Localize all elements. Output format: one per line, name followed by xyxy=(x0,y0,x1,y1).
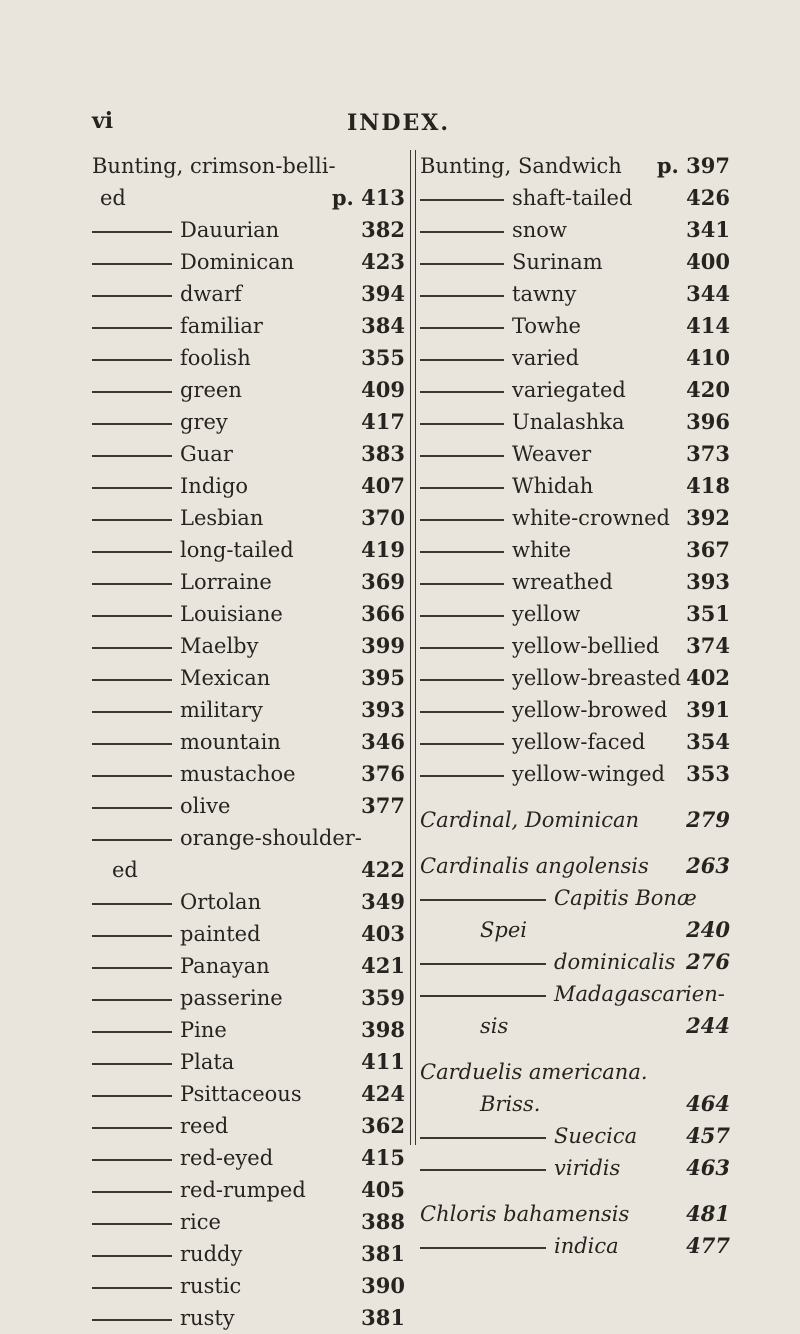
index-term: Plata xyxy=(180,1050,235,1074)
index-entry xyxy=(420,662,730,694)
index-entry xyxy=(92,438,405,470)
index-term: sis xyxy=(480,1014,509,1038)
index-entry xyxy=(92,982,405,1014)
index-term: long-tailed xyxy=(180,538,294,562)
page-reference: 420 xyxy=(686,377,730,402)
index-term: Lesbian xyxy=(180,506,264,530)
index-entry xyxy=(92,374,405,406)
page-reference: 463 xyxy=(686,1155,730,1180)
index-term: Indigo xyxy=(180,474,249,498)
index-entry xyxy=(420,246,730,278)
index-term: wreathed xyxy=(512,570,613,594)
index-column-right xyxy=(420,150,730,1262)
page-reference: 362 xyxy=(361,1113,405,1138)
index-entry xyxy=(92,950,405,982)
index-term: mustachoe xyxy=(180,762,296,786)
page-reference: 384 xyxy=(361,313,405,338)
index-entry xyxy=(92,1270,405,1302)
index-term: Carduelis americana. xyxy=(420,1060,648,1084)
page-reference: 394 xyxy=(361,281,405,306)
index-term: Mexican xyxy=(180,666,271,690)
index-entry xyxy=(420,374,730,406)
index-term: Spei xyxy=(480,918,527,942)
index-entry xyxy=(420,310,730,342)
index-entry xyxy=(92,246,405,278)
index-entry xyxy=(92,1142,405,1174)
index-entry xyxy=(92,694,405,726)
ditto-dash xyxy=(92,839,172,841)
index-entry xyxy=(420,342,730,374)
page-reference: 421 xyxy=(361,953,405,978)
index-entry xyxy=(420,502,730,534)
section-gap xyxy=(420,1042,730,1056)
ditto-dash xyxy=(420,647,504,649)
page-reference: 374 xyxy=(686,633,730,658)
index-term: yellow-winged xyxy=(512,762,665,786)
index-term: familiar xyxy=(180,314,263,338)
index-entry xyxy=(92,598,405,630)
index-term: Weaver xyxy=(512,442,592,466)
page-reference: 373 xyxy=(686,441,730,466)
ditto-dash xyxy=(92,391,172,393)
index-entry xyxy=(420,214,730,246)
page-reference: 396 xyxy=(686,409,730,434)
index-entry xyxy=(92,726,405,758)
index-column-left xyxy=(92,150,405,1334)
index-term: Dauurian xyxy=(180,218,280,242)
index-term: Maelby xyxy=(180,634,259,658)
page-reference: 418 xyxy=(686,473,730,498)
ditto-dash xyxy=(92,455,172,457)
page-reference: 419 xyxy=(361,537,405,562)
page-reference: 369 xyxy=(361,569,405,594)
index-term: Briss. xyxy=(480,1092,541,1116)
index-term: red-rumped xyxy=(180,1178,306,1202)
index-term: military xyxy=(180,698,263,722)
index-term: dwarf xyxy=(180,282,242,306)
ditto-dash xyxy=(420,391,504,393)
ditto-dash xyxy=(92,807,172,809)
index-entry xyxy=(420,850,730,882)
index-term: varied xyxy=(512,346,580,370)
index-entry xyxy=(92,1302,405,1334)
column-rule xyxy=(410,150,416,1145)
index-term: ruddy xyxy=(180,1242,243,1266)
page-reference: 279 xyxy=(686,807,730,832)
ditto-dash xyxy=(420,899,546,901)
page-reference: 415 xyxy=(361,1145,405,1170)
index-entry xyxy=(420,630,730,662)
page-reference: 392 xyxy=(686,505,730,530)
index-entry xyxy=(92,182,405,214)
index-term: foolish xyxy=(180,346,251,370)
index-entry xyxy=(92,150,405,182)
page-reference: 376 xyxy=(361,761,405,786)
index-entry xyxy=(420,694,730,726)
index-term: white-crowned xyxy=(512,506,670,530)
section-gap xyxy=(420,790,730,804)
page-reference: 400 xyxy=(686,249,730,274)
index-entry xyxy=(92,758,405,790)
page-reference: 395 xyxy=(361,665,405,690)
page-reference: 346 xyxy=(361,729,405,754)
index-term: mountain xyxy=(180,730,281,754)
index-entry xyxy=(92,470,405,502)
ditto-dash xyxy=(420,743,504,745)
index-entry xyxy=(420,1230,730,1262)
page-reference: 417 xyxy=(361,409,405,434)
index-term: Bunting, crimson-belli- xyxy=(92,154,336,178)
page-reference: 402 xyxy=(686,665,730,690)
page-reference: 407 xyxy=(361,473,405,498)
ditto-dash xyxy=(92,359,172,361)
index-term: Towhe xyxy=(512,314,581,338)
page-reference: 393 xyxy=(361,697,405,722)
ditto-dash xyxy=(92,263,172,265)
page-reference: 399 xyxy=(361,633,405,658)
index-term: Guar xyxy=(180,442,233,466)
index-entry xyxy=(92,1238,405,1270)
page-reference: 457 xyxy=(686,1123,730,1148)
index-entry xyxy=(92,278,405,310)
page-header xyxy=(92,108,752,148)
ditto-dash xyxy=(420,455,504,457)
ditto-dash xyxy=(92,1255,172,1257)
page-reference: 381 xyxy=(361,1305,405,1330)
page-reference: 344 xyxy=(686,281,730,306)
ditto-dash xyxy=(92,295,172,297)
page-reference: 398 xyxy=(361,1017,405,1042)
index-entry xyxy=(420,914,730,946)
section-gap xyxy=(420,1184,730,1198)
index-term: tawny xyxy=(512,282,577,306)
index-term: shaft-tailed xyxy=(512,186,633,210)
page-reference: 377 xyxy=(361,793,405,818)
index-entry xyxy=(420,438,730,470)
page-reference: 410 xyxy=(686,345,730,370)
ditto-dash xyxy=(420,327,504,329)
index-entry xyxy=(420,566,730,598)
ditto-dash xyxy=(420,775,504,777)
index-entry xyxy=(92,854,405,886)
index-term: Ortolan xyxy=(180,890,262,914)
index-term: Panayan xyxy=(180,954,270,978)
ditto-dash xyxy=(92,775,172,777)
index-entry xyxy=(420,278,730,310)
page-reference: 367 xyxy=(686,537,730,562)
index-entry xyxy=(92,1046,405,1078)
ditto-dash xyxy=(92,519,172,521)
index-entry xyxy=(92,822,405,854)
ditto-dash xyxy=(92,1063,172,1065)
index-entry xyxy=(92,918,405,950)
index-entry xyxy=(92,630,405,662)
index-term: Psittaceous xyxy=(180,1082,302,1106)
page-reference: 391 xyxy=(686,697,730,722)
page-reference: 422 xyxy=(361,857,405,882)
ditto-dash xyxy=(92,231,172,233)
ditto-dash xyxy=(92,1287,172,1289)
ditto-dash xyxy=(92,1095,172,1097)
ditto-dash xyxy=(420,231,504,233)
page-reference: 426 xyxy=(686,185,730,210)
page-number: vi xyxy=(92,108,114,134)
index-term: Dominican xyxy=(180,250,295,274)
page-reference: 351 xyxy=(686,601,730,626)
index-entry xyxy=(92,1110,405,1142)
index-term: snow xyxy=(512,218,567,242)
index-term: Madagascarien- xyxy=(554,982,725,1006)
page-reference: 276 xyxy=(686,949,730,974)
index-entry xyxy=(420,1010,730,1042)
ditto-dash xyxy=(92,487,172,489)
index-entry xyxy=(420,182,730,214)
index-entry xyxy=(420,598,730,630)
index-term: passerine xyxy=(180,986,283,1010)
ditto-dash xyxy=(92,615,172,617)
ditto-dash xyxy=(420,1137,546,1139)
index-entry xyxy=(92,790,405,822)
page-reference: 354 xyxy=(686,729,730,754)
ditto-dash xyxy=(420,199,504,201)
ditto-dash xyxy=(92,1191,172,1193)
page-reference: 403 xyxy=(361,921,405,946)
running-head: INDEX. xyxy=(347,110,450,136)
index-term: Suecica xyxy=(554,1124,638,1148)
index-term: grey xyxy=(180,410,228,434)
index-term: Cardinal, Dominican xyxy=(420,808,640,832)
page-reference: 355 xyxy=(361,345,405,370)
index-entry xyxy=(92,342,405,374)
ditto-dash xyxy=(92,935,172,937)
index-entry xyxy=(420,726,730,758)
index-entry xyxy=(92,1014,405,1046)
ditto-dash xyxy=(420,679,504,681)
page-reference: 383 xyxy=(361,441,405,466)
index-term: olive xyxy=(180,794,231,818)
page-reference: 382 xyxy=(361,217,405,242)
index-term: ed xyxy=(112,858,138,882)
index-entry xyxy=(92,310,405,342)
index-entry xyxy=(420,882,730,914)
index-term: orange-shoulder- xyxy=(180,826,362,850)
ditto-dash xyxy=(92,1031,172,1033)
index-term: yellow-breasted xyxy=(512,666,681,690)
page-reference: 405 xyxy=(361,1177,405,1202)
ditto-dash xyxy=(92,967,172,969)
ditto-dash xyxy=(92,327,172,329)
index-term: Pine xyxy=(180,1018,227,1042)
index-entry xyxy=(92,662,405,694)
index-term: viridis xyxy=(554,1156,621,1180)
index-entry xyxy=(420,758,730,790)
index-term: reed xyxy=(180,1114,229,1138)
index-term: red-eyed xyxy=(180,1146,274,1170)
ditto-dash xyxy=(92,999,172,1001)
index-term: yellow-bellied xyxy=(512,634,660,658)
ditto-dash xyxy=(420,615,504,617)
index-term: white xyxy=(512,538,572,562)
index-entry xyxy=(92,406,405,438)
ditto-dash xyxy=(92,903,172,905)
index-term: rustic xyxy=(180,1274,242,1298)
index-term: ed xyxy=(100,186,126,210)
index-entry xyxy=(92,1174,405,1206)
ditto-dash xyxy=(92,1319,172,1321)
index-term: Capitis Bonæ xyxy=(554,886,697,910)
ditto-dash xyxy=(420,1247,546,1249)
index-entry xyxy=(92,534,405,566)
index-term: yellow-faced xyxy=(512,730,646,754)
ditto-dash xyxy=(92,647,172,649)
page-reference: 366 xyxy=(361,601,405,626)
ditto-dash xyxy=(92,551,172,553)
ditto-dash xyxy=(92,1159,172,1161)
page-reference: 240 xyxy=(686,917,730,942)
page-reference: 263 xyxy=(686,853,730,878)
index-entry xyxy=(92,1078,405,1110)
index-entry xyxy=(420,946,730,978)
index-term: Louisiane xyxy=(180,602,283,626)
index-entry xyxy=(92,1206,405,1238)
page-reference: 411 xyxy=(361,1049,405,1074)
page-reference: 381 xyxy=(361,1241,405,1266)
page-reference: 393 xyxy=(686,569,730,594)
ditto-dash xyxy=(92,423,172,425)
index-entry xyxy=(420,534,730,566)
index-term: Whidah xyxy=(512,474,594,498)
page-reference: 424 xyxy=(361,1081,405,1106)
index-term: Cardinalis angolensis xyxy=(420,854,649,878)
index-entry xyxy=(420,1152,730,1184)
page-reference: p. 413 xyxy=(331,185,405,210)
index-entry xyxy=(420,1120,730,1152)
index-term: Bunting, Sandwich xyxy=(420,154,622,178)
index-term: yellow xyxy=(512,602,581,626)
index-term: indica xyxy=(554,1234,619,1258)
ditto-dash xyxy=(420,359,504,361)
index-entry xyxy=(420,978,730,1010)
ditto-dash xyxy=(92,583,172,585)
page-reference: 353 xyxy=(686,761,730,786)
ditto-dash xyxy=(420,519,504,521)
page-reference: 359 xyxy=(361,985,405,1010)
index-term: dominicalis xyxy=(554,950,676,974)
page-reference: 464 xyxy=(686,1091,730,1116)
index-entry xyxy=(92,886,405,918)
page-reference: 409 xyxy=(361,377,405,402)
index-entry xyxy=(420,470,730,502)
index-entry xyxy=(92,214,405,246)
index-entry xyxy=(420,804,730,836)
ditto-dash xyxy=(92,743,172,745)
index-entry xyxy=(92,566,405,598)
index-entry xyxy=(420,1056,730,1088)
ditto-dash xyxy=(420,263,504,265)
index-term: Unalashka xyxy=(512,410,625,434)
index-entry xyxy=(420,150,730,182)
page-reference: 388 xyxy=(361,1209,405,1234)
ditto-dash xyxy=(92,1127,172,1129)
page-reference: 423 xyxy=(361,249,405,274)
section-gap xyxy=(420,836,730,850)
page-reference: 244 xyxy=(686,1013,730,1038)
index-term: yellow-browed xyxy=(512,698,668,722)
ditto-dash xyxy=(420,551,504,553)
ditto-dash xyxy=(420,1169,546,1171)
index-term: Surinam xyxy=(512,250,603,274)
ditto-dash xyxy=(420,423,504,425)
ditto-dash xyxy=(420,995,546,997)
index-entry xyxy=(92,502,405,534)
page-reference: 477 xyxy=(686,1233,730,1258)
page-reference: 370 xyxy=(361,505,405,530)
page-reference: 414 xyxy=(686,313,730,338)
ditto-dash xyxy=(92,711,172,713)
page-reference: 349 xyxy=(361,889,405,914)
ditto-dash xyxy=(92,1223,172,1225)
index-term: Lorraine xyxy=(180,570,272,594)
index-term: painted xyxy=(180,922,261,946)
index-term: rice xyxy=(180,1210,221,1234)
page-reference: 481 xyxy=(686,1201,730,1226)
ditto-dash xyxy=(420,487,504,489)
ditto-dash xyxy=(420,583,504,585)
index-term: variegated xyxy=(512,378,626,402)
index-term: Chloris bahamensis xyxy=(420,1202,630,1226)
ditto-dash xyxy=(420,711,504,713)
ditto-dash xyxy=(420,963,546,965)
index-term: green xyxy=(180,378,242,402)
ditto-dash xyxy=(420,295,504,297)
page-reference: p. 397 xyxy=(656,153,730,178)
index-term: rusty xyxy=(180,1306,235,1330)
index-entry xyxy=(420,1088,730,1120)
index-entry xyxy=(420,406,730,438)
page-reference: 390 xyxy=(361,1273,405,1298)
index-entry xyxy=(420,1198,730,1230)
ditto-dash xyxy=(92,679,172,681)
page-reference: 341 xyxy=(686,217,730,242)
